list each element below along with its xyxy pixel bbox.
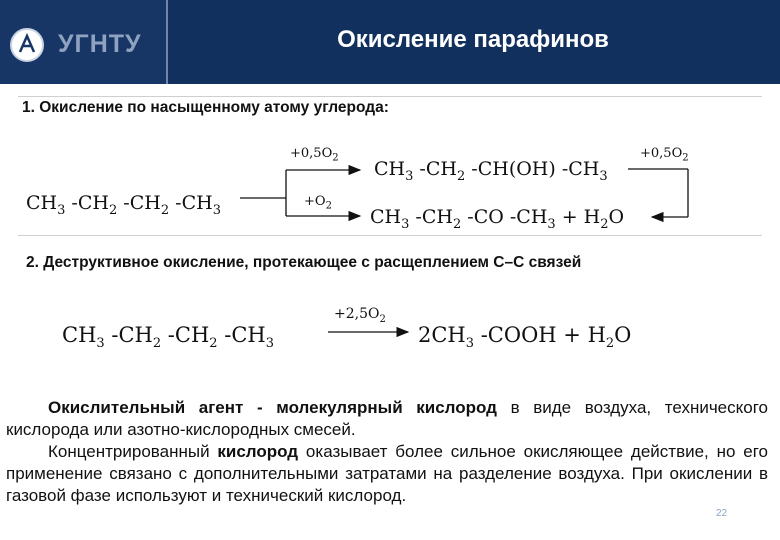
section-1-product-alcohol: $CH_3$ $-CH_2$ -CH(OH) $-CH_3$ <box>374 158 608 184</box>
paragraph-2-bold: кислород <box>217 442 299 461</box>
paragraph-concentrated-oxygen <box>6 441 768 507</box>
section-1-product-ketone: $CH_3$ $-CH_2$ -CO $-CH_3 + H_2O$ <box>370 206 625 232</box>
paragraph-1-bold: Окислительный агент - молекулярный кислород <box>48 398 497 417</box>
page-number: 22 <box>716 508 728 519</box>
section-2-product: $2CH_3$ -COOH + $H_2O$ <box>418 323 632 352</box>
logo-text: УГНТУ <box>58 30 142 58</box>
section-1-reagent-right: $+0,5O_2$ <box>640 146 689 164</box>
paragraph-oxidizing-agent <box>6 397 768 441</box>
section-1-reagent-upper: $+0,5O_2$ <box>290 146 339 164</box>
section-1-heading: 1. Окисление по насыщенному атому углерода: <box>22 99 389 116</box>
section-1-reactant: $CH_3$ $-CH_2$ $-CH_2$ $-CH_3$ <box>26 192 221 218</box>
section-2-heading: 2. Деструктивное окисление, протекающее с расщеплением С–С связей <box>26 254 582 271</box>
section-1-reagent-lower: $+O_2$ <box>304 194 332 212</box>
page-title: Окисление парафинов <box>337 26 609 53</box>
section-2-reactant: $CH_3$ $-CH_2$ $-CH_2$ $-CH_3$ <box>62 323 274 352</box>
paragraph-1-text: в виде воздуха, технического кислорода или азотно-кислородных смесей. <box>6 398 769 439</box>
paragraph-2-text-b: оказывает более сильное окисляющее действие, но его применение связано с дополнительными затратами на разделение воздуха. При окислении в газовой фазе используют и технический кислород. <box>6 442 768 505</box>
section-2-reagent: $+2,5O_2$ <box>334 306 386 325</box>
paragraph-2-text-a: Концентрированный <box>48 442 218 461</box>
